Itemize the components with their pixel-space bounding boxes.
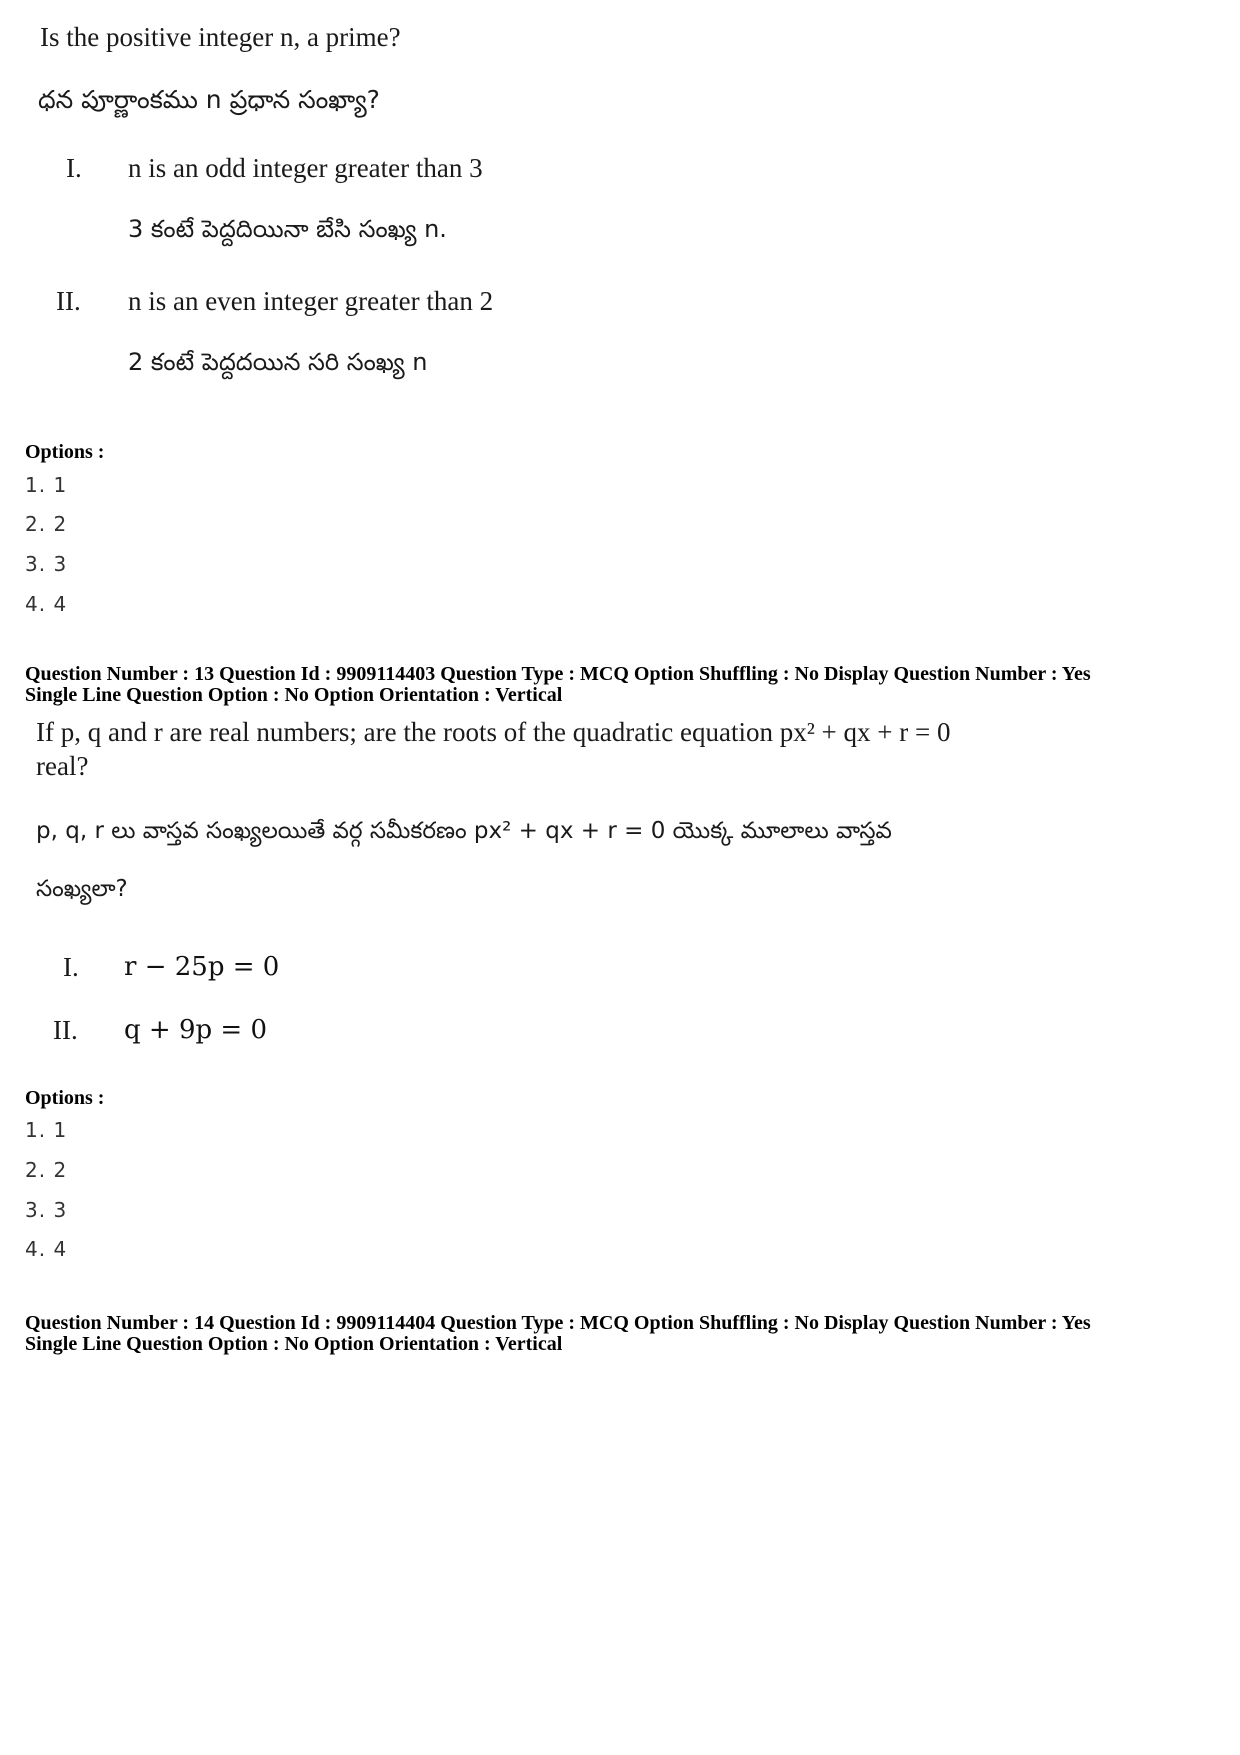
q13-option-3[interactable]: 3. 3 <box>25 1198 68 1222</box>
q13-question-text-telugu-line-1: p, q, r లు వాస్తవ సంఖ్యలయితే వర్గ సమీకరణం px² + qx + r = 0 యొక్క మూలాలు వాస్తవ <box>36 818 892 844</box>
q13-statement-2-number: II. <box>53 1015 78 1045</box>
q12-statement-1-english: n is an odd integer greater than 3 <box>128 153 483 183</box>
q13-statement-1-expression: r − 25p = 0 <box>124 952 280 982</box>
q13-option-4[interactable]: 4. 4 <box>25 1237 68 1261</box>
q12-question-text-english: Is the positive integer n, a prime? <box>40 22 401 52</box>
q12-statement-2-telugu: 2 కంటే పెద్దదయిన సరి సంఖ్య n <box>128 348 428 376</box>
q13-option-2[interactable]: 2. 2 <box>25 1158 68 1182</box>
q13-question-text-english-line-2: real? <box>36 751 89 781</box>
q12-statement-1-number: I. <box>66 153 82 183</box>
q13-option-1[interactable]: 1. 1 <box>25 1118 68 1142</box>
q12-statement-2-english: n is an even integer greater than 2 <box>128 286 494 316</box>
q13-question-text-telugu-line-2: సంఖ్యలా? <box>36 876 128 902</box>
q12-option-3[interactable]: 3. 3 <box>25 552 68 576</box>
q13-meta-line-2: Single Line Question Option : No Option Orientation : Vertical <box>25 684 563 706</box>
q12-option-2[interactable]: 2. 2 <box>25 512 68 536</box>
q12-statement-2-number: II. <box>56 286 81 316</box>
q13-options-label: Options : <box>25 1087 105 1109</box>
q14-meta-line-2: Single Line Question Option : No Option Orientation : Vertical <box>25 1333 563 1355</box>
q14-meta-line-1: Question Number : 14 Question Id : 9909114404 Question Type : MCQ Option Shuffling : No Display Question Number : Yes <box>25 1312 1091 1334</box>
q13-meta-line-1: Question Number : 13 Question Id : 9909114403 Question Type : MCQ Option Shuffling : No Display Question Number : Yes <box>25 663 1091 685</box>
q12-question-text-telugu: ధన పూర్ణాంకము n ప్రధాన సంఖ్యా? <box>38 85 380 114</box>
q12-options-label: Options : <box>25 441 105 463</box>
q12-option-1[interactable]: 1. 1 <box>25 473 68 497</box>
q13-statement-1-number: I. <box>63 952 79 982</box>
q13-statement-2-expression: q + 9p = 0 <box>124 1015 267 1045</box>
q12-statement-1-telugu: 3 కంటే పెద్దదియినా బేసి సంఖ్య n. <box>128 215 447 243</box>
q13-question-text-english-line-1: If p, q and r are real numbers; are the roots of the quadratic equation px² + qx + r = 0 <box>36 717 951 747</box>
q12-option-4[interactable]: 4. 4 <box>25 592 68 616</box>
